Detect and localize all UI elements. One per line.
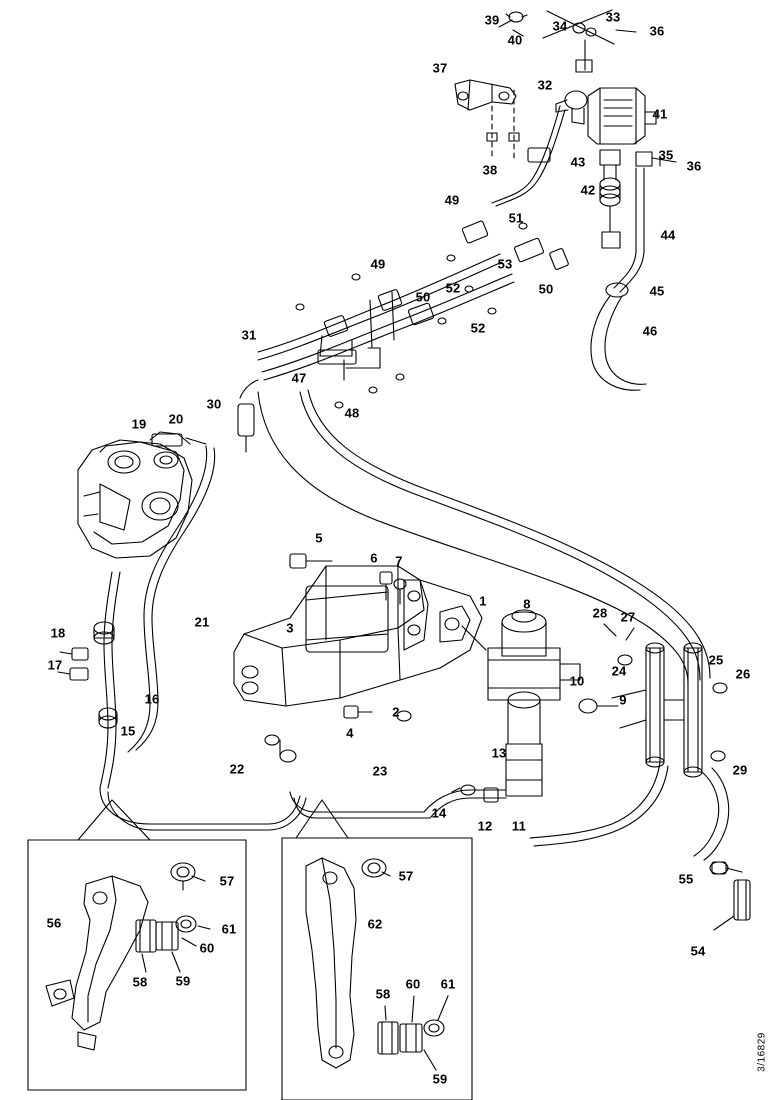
callout-54: 54 [690,943,706,959]
callout-15: 15 [120,723,136,739]
callout-59b: 59 [432,1071,448,1087]
callout-27: 27 [620,609,636,625]
callout-36b: 36 [686,158,702,174]
callout-21: 21 [194,614,210,630]
callout-61a: 61 [221,921,237,937]
connector-30 [238,380,258,452]
callout-4: 4 [346,725,354,741]
callout-58b: 58 [375,986,391,1002]
callout-24: 24 [611,663,627,679]
callout-57a: 57 [219,873,235,889]
callout-36a: 36 [649,23,665,39]
callout-43: 43 [570,154,586,170]
callout-57b: 57 [398,868,414,884]
callout-30: 30 [206,396,222,412]
callout-11: 11 [511,818,527,834]
center-bolts [265,550,411,762]
fitting-43-42 [600,150,620,248]
callout-13: 13 [491,745,507,761]
callout-62: 62 [367,916,383,932]
callout-46: 46 [642,323,658,339]
callout-40: 40 [507,32,523,48]
callout-10: 10 [569,673,585,689]
callout-12: 12 [477,818,493,834]
center-bracket [234,566,482,706]
callout-49b: 49 [370,256,386,272]
callout-1: 1 [479,593,487,609]
callout-33: 33 [605,9,621,25]
callout-38: 38 [482,162,498,178]
callout-45: 45 [649,283,665,299]
callout-60b: 60 [405,976,421,992]
detail-left-hardware [136,863,210,972]
callout-47: 47 [291,370,307,386]
callout-28: 28 [592,605,608,621]
callout-25: 25 [708,652,724,668]
callout-56: 56 [46,915,62,931]
callout-14: 14 [431,805,447,821]
callout-2: 2 [392,704,400,720]
callout-41: 41 [652,106,668,122]
callout-16: 16 [144,691,160,707]
callout-42: 42 [580,182,596,198]
callout-7: 7 [395,553,403,569]
fittings-54-55 [710,862,750,930]
callout-61b: 61 [440,976,456,992]
callout-3: 3 [286,620,294,636]
document-code: 3/16829 [756,1032,768,1072]
callout-19: 19 [131,416,147,432]
detail-right-part-62 [306,858,356,1068]
callout-50a: 50 [538,281,554,297]
callout-52a: 52 [445,280,461,296]
callout-9: 9 [619,692,627,708]
callout-5: 5 [315,530,323,546]
callout-37: 37 [432,60,448,76]
callout-59a: 59 [175,973,191,989]
callout-35a: 35 [658,147,674,163]
hose-44-46 [591,168,646,390]
callout-51: 51 [508,210,524,226]
callout-55: 55 [678,871,694,887]
callout-49a: 49 [444,192,460,208]
detail-panel-right-box [282,800,472,1100]
callout-17: 17 [47,657,63,673]
callout-58a: 58 [132,974,148,990]
callout-18: 18 [50,625,66,641]
callout-52b: 52 [470,320,486,336]
callout-8: 8 [523,596,531,612]
detail-right-hardware [362,859,448,1070]
pump-assembly-8 [462,610,618,796]
bracket-37 [455,80,516,110]
callout-29: 29 [732,762,748,778]
detail-left-part-56 [46,876,148,1050]
callout-50b: 50 [415,289,431,305]
top-pump-assembly [556,88,656,144]
callout-22: 22 [229,761,245,777]
callout-53: 53 [497,256,513,272]
callout-34: 34 [552,18,568,34]
callout-39: 39 [484,12,500,28]
left-lines [100,446,306,830]
callout-6: 6 [370,550,378,566]
callout-23: 23 [372,763,388,779]
steering-gear-assembly [78,432,206,558]
callout-32: 32 [537,77,553,93]
callout-26: 26 [735,666,751,682]
callout-60a: 60 [199,940,215,956]
callout-31: 31 [241,327,257,343]
tube-32 [492,106,565,206]
callout-44: 44 [660,227,676,243]
callout-20: 20 [168,411,184,427]
callout-48: 48 [344,405,360,421]
